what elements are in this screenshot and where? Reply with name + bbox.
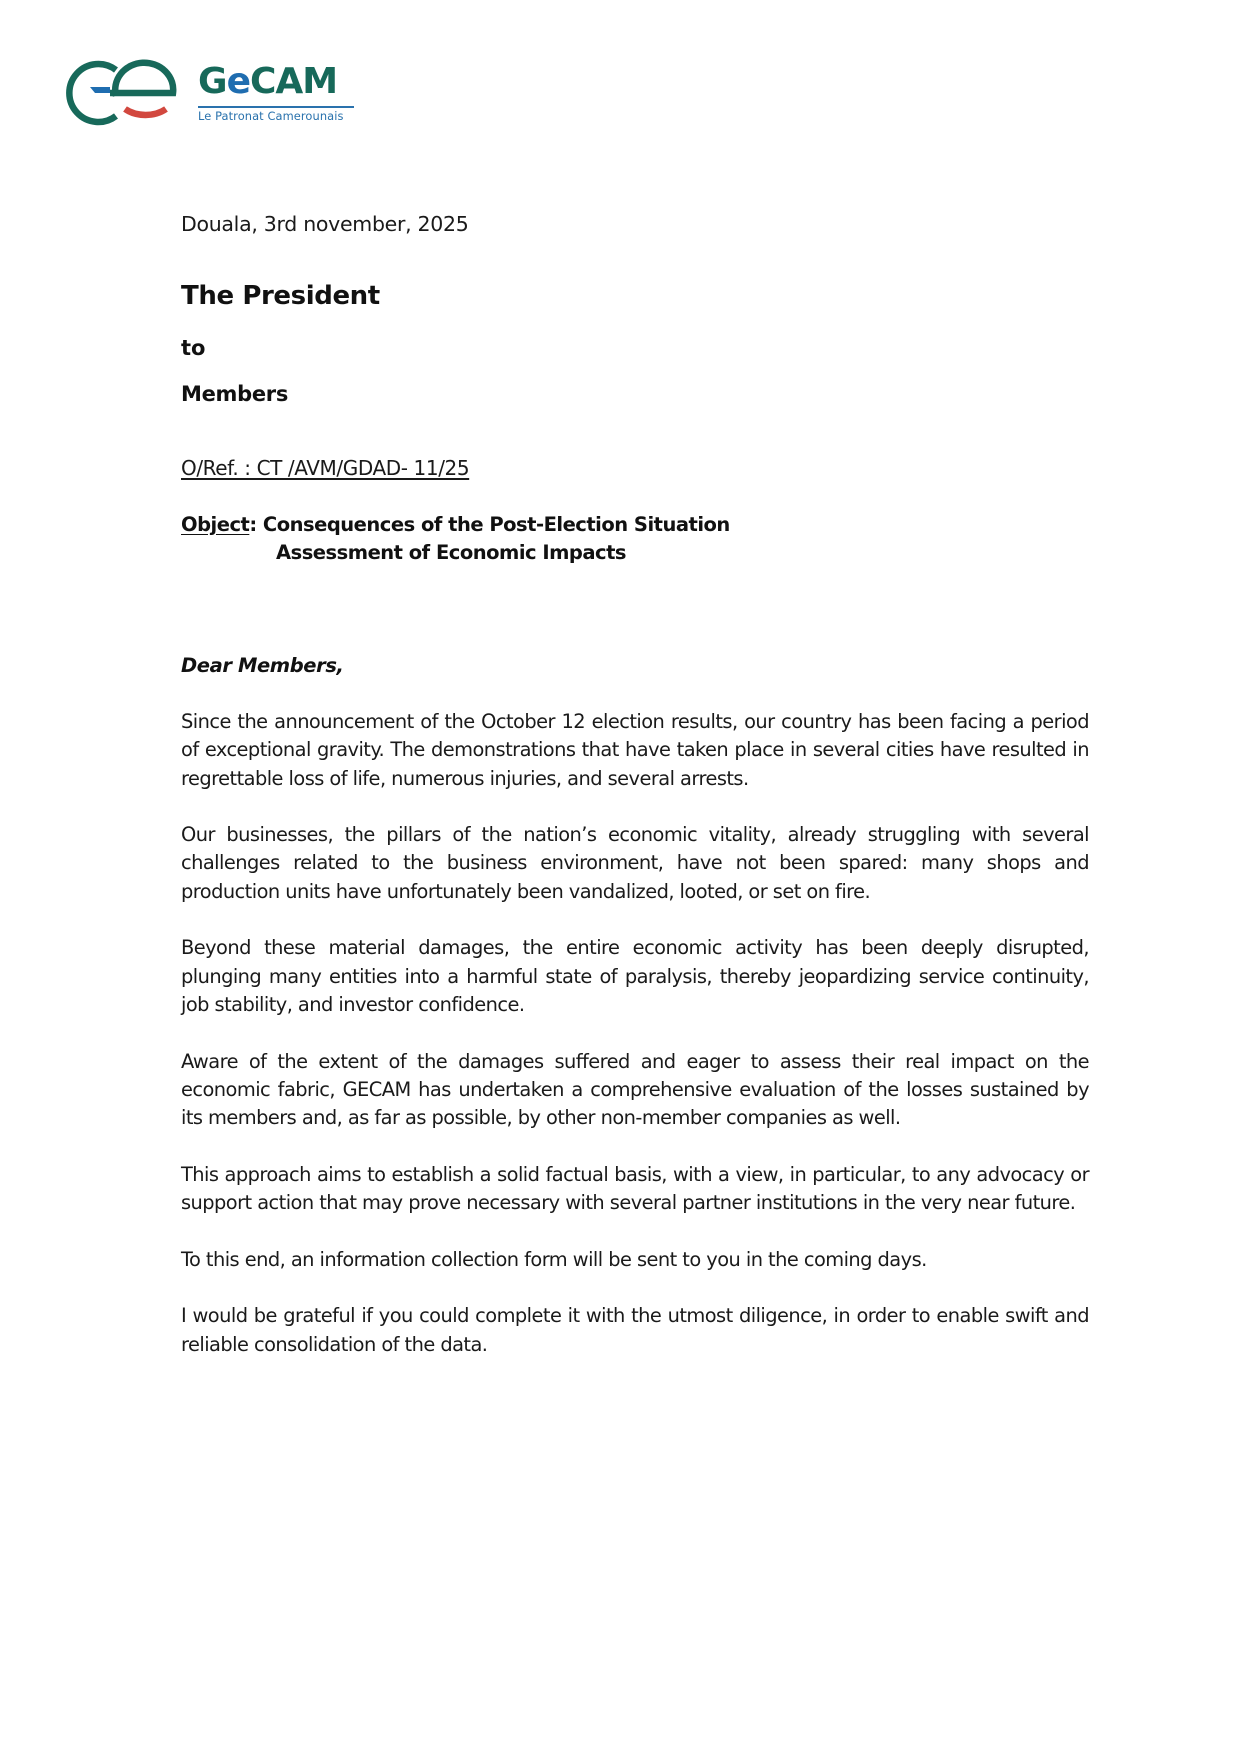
place-date: Douala, 3rd november, 2025 [181,212,469,236]
wordmark-g: G [198,61,227,102]
object-line2: Assessment of Economic Impacts [276,541,627,564]
gecam-ge-logo-icon [58,56,180,128]
body-paragraph: This approach aims to establish a solid factual basis, with a view, in particular, to any advocacy or support action that may prove necessary with several partner institutions in the very near future. [181,1162,1089,1215]
body-paragraph: Since the announcement of the October 12 election results, our country has been facing a period of exceptional gravity. The demonstrations that have taken place in several cities have resulted in regrettable loss of life, numerous injuries, and several arrests. [181,710,1089,790]
salutation: Dear Members, [181,654,344,677]
wordmark-e: e [226,61,250,102]
object-label: Object [181,513,250,536]
logo-tagline: Le Patronat Camerounais [198,109,344,123]
wordmark-cam: CAM [249,61,338,102]
body-paragraph: Aware of the extent of the damages suffered and eager to assess their real impact on the economic fabric, GECAM has undertaken a comprehensive evaluation of the losses sustained by its members and, as far as possible, by other non-member companies as well. [181,1049,1089,1130]
body-paragraph: Beyond these material damages, the entire economic activity has been deeply disrupted, plunging many entities into a harmful state of paralysis, thereby jeopardizing service continuity, job stability, and investor confidence. [181,936,1089,1016]
tagline-rule [198,106,354,108]
gecam-wordmark [198,61,338,102]
object-line [181,511,730,539]
sender-title: The President [181,281,380,311]
body-paragraph: To this end, an information collection form will be sent to you in the coming days. [181,1247,927,1271]
letter-body [181,708,1089,1387]
body-paragraph: I would be grateful if you could complete it with the utmost diligence, in order to enable swift and reliable consolidation of the data. [181,1304,1089,1356]
object-separator: : [249,513,263,536]
gecam-logo [58,56,368,128]
to-label: to [181,336,206,360]
reference-number: O/Ref. : CT /AVM/GDAD- 11/25 [181,456,470,480]
body-paragraph: Our businesses, the pillars of the nation’s economic vitality, already struggling with several challenges related to the business environment, have not been spared: many shops and production units have unfortunately been vandalized, looted, or set on fire. [181,823,1089,903]
object-line1: Consequences of the Post-Election Situation [262,513,730,536]
recipient: Members [181,382,289,406]
